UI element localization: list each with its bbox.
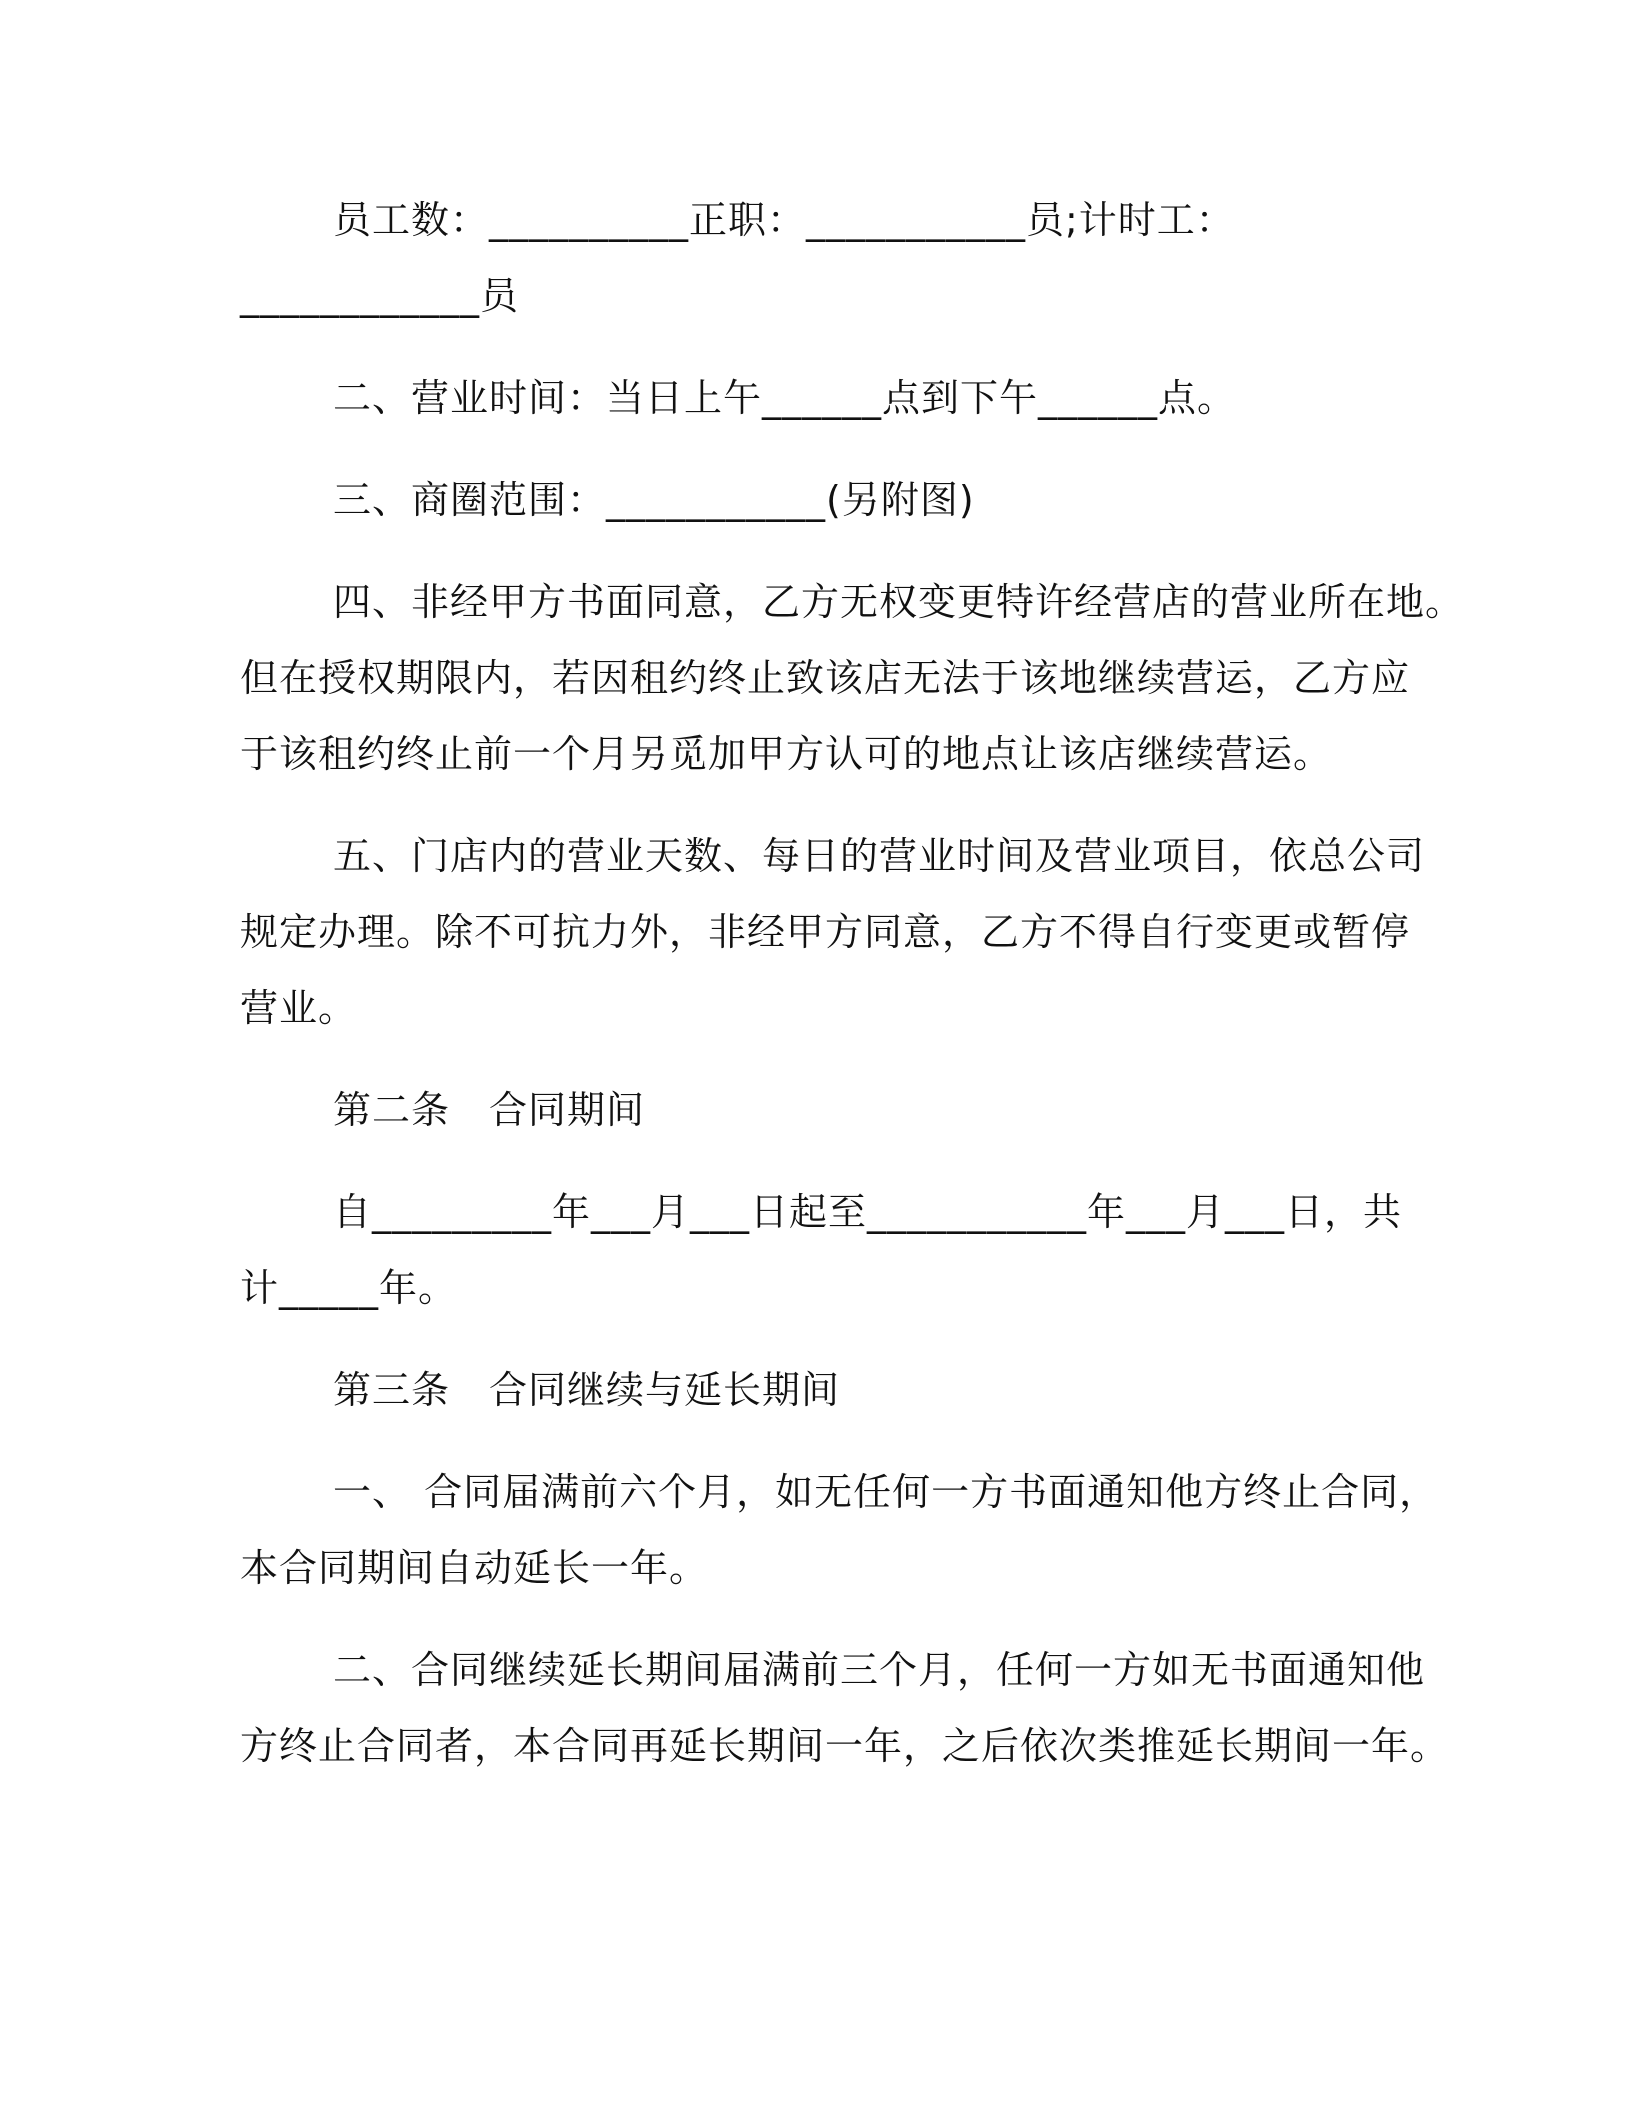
contract-period-line-1: 自_________年___月___日起至___________年___月___日，共 [333,1190,1403,1234]
renewal-clause-two-line-1: 二、合同继续延长期间届满前三个月，任何一方如无书面通知他 [333,1648,1426,1692]
trade-area-line: 三、商圈范围：___________(另附图) [333,478,975,522]
clause-four-line-3: 于该租约终止前一个月另觅加甲方认可的地点让该店继续营运。 [240,732,1333,776]
clause-four-line-1: 四、非经甲方书面同意，乙方无权变更特许经营店的营业所在地。 [333,580,1465,624]
article-three-heading: 第三条 合同继续与延长期间 [333,1368,841,1412]
contract-period-line-2: 计_____年。 [240,1266,458,1310]
clause-five-line-2: 规定办理。除不可抗力外，非经甲方同意，乙方不得自行变更或暂停 [240,910,1411,954]
employee-count-line-cont: ____________员 [240,274,520,318]
renewal-clause-one-line-1: 一、 合同届满前六个月，如无任何一方书面通知他方终止合同， [333,1470,1439,1514]
clause-five-line-3: 营业。 [240,986,358,1030]
renewal-clause-two-line-2: 方终止合同者，本合同再延长期间一年，之后依次类推延长期间一年。 [240,1724,1450,1768]
business-hours-line: 二、营业时间：当日上午______点到下午______点。 [333,376,1237,420]
clause-four-line-2: 但在授权期限内，若因租约终止致该店无法于该地继续营运，乙方应 [240,656,1411,700]
employee-count-line: 员工数：__________正职：___________员;计时工： [333,198,1235,242]
article-two-heading: 第二条 合同期间 [333,1088,646,1132]
clause-five-line-1: 五、门店内的营业天数、每日的营业时间及营业项目，依总公司 [333,834,1426,878]
renewal-clause-one-line-2: 本合同期间自动延长一年。 [240,1546,709,1590]
